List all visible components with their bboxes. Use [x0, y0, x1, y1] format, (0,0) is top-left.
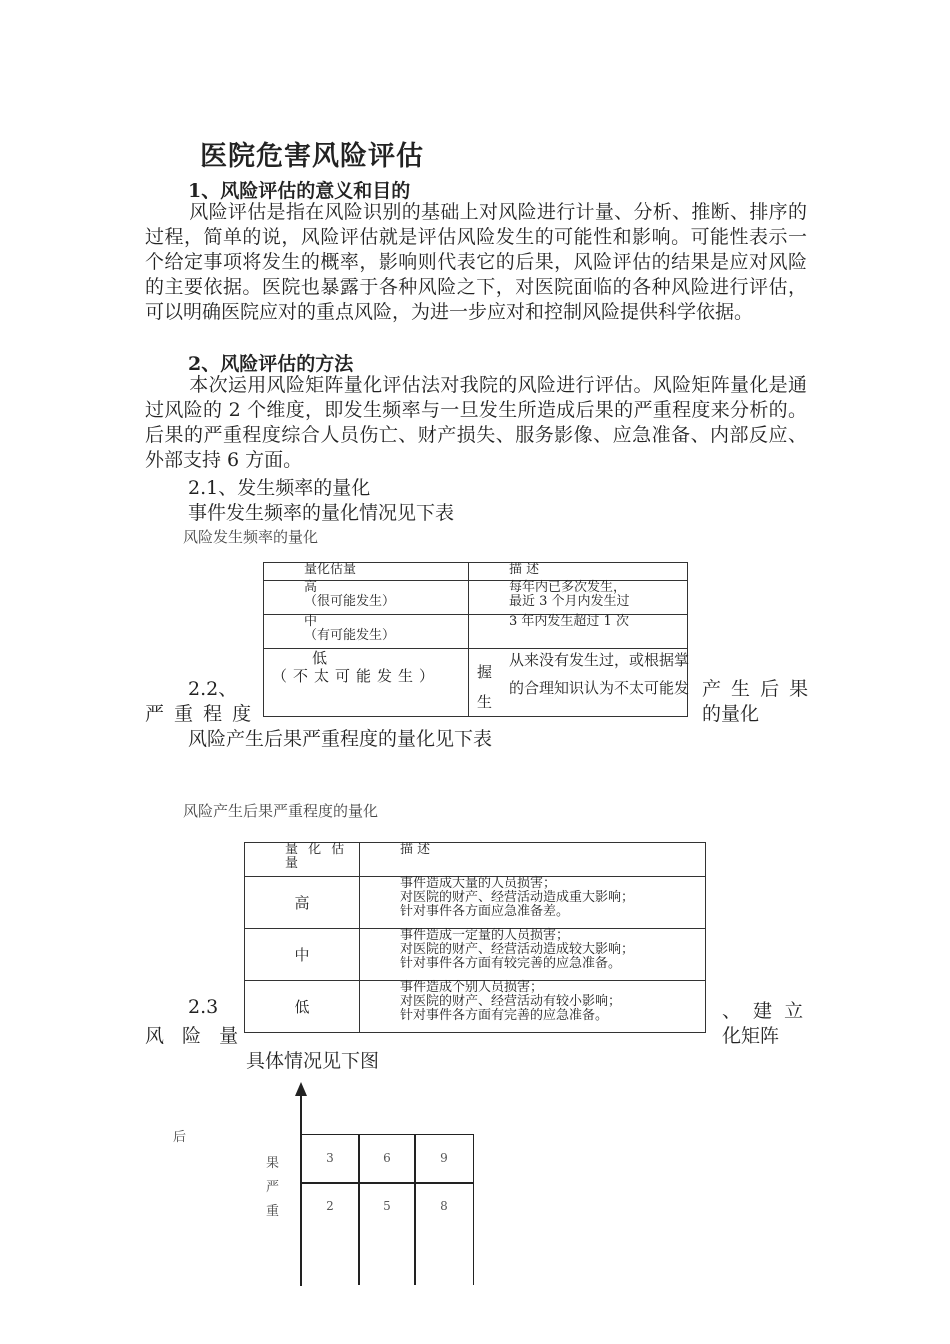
sub2-heading-left2: 严 重 程 度	[145, 703, 254, 725]
matrix-cell	[300, 1134, 360, 1184]
table1-level: 中	[304, 614, 318, 629]
table1-level: 低	[312, 649, 328, 667]
sub1-heading: 2.1、发生频率的量化	[188, 477, 371, 499]
table1-desc-line: 的合理知识认为不太可能发	[509, 679, 690, 697]
sub3-heading-left2: 风 险 量	[145, 1025, 245, 1047]
severity-table	[244, 842, 706, 1033]
frequency-table	[263, 562, 688, 717]
table2-desc-line: 事件造成个别人员损害；	[400, 980, 544, 995]
table2-desc-line: 事件造成大量的人员损害；	[400, 876, 557, 891]
y-label-char: 重	[266, 1204, 280, 1219]
y-label-char: 严	[266, 1180, 280, 1195]
section2-heading: 2、风险评估的方法	[188, 353, 354, 375]
table2-level: 低	[245, 981, 360, 1033]
sub2-text: 风险产生后果严重程度的量化见下表	[188, 728, 493, 750]
table2-desc-line: 对医院的财产、经营活动造成较大影响；	[400, 942, 635, 957]
sub2-heading-right: 产 生 后 果	[702, 678, 811, 700]
matrix-value: 2	[326, 1199, 334, 1213]
matrix-value: 8	[440, 1199, 448, 1213]
matrix-value: 9	[440, 1151, 448, 1165]
table2-header-level: 量 化 估 量	[285, 842, 348, 871]
table-row	[264, 581, 688, 615]
table1-header-desc: 描 述	[469, 563, 688, 581]
sub3-heading-right: 、 建 立	[722, 1000, 807, 1022]
table1-desc-line: 每年内已多次发生，	[509, 580, 627, 595]
table1-level-note: （有可能发生）	[304, 628, 396, 643]
matrix-cell	[358, 1134, 416, 1184]
table-row	[245, 981, 706, 1033]
sub3-heading-left: 2.3	[188, 996, 219, 1018]
table2-desc-line: 对医院的财产、经营活动有较小影响；	[400, 994, 622, 1009]
sub3-heading-right2: 化矩阵	[722, 1025, 780, 1047]
section2-text-body: 本次运用风险矩阵量化评估法对我院的风险进行评估。风险矩阵量化是通过风险的 2 个维度，即发生频率与一旦发生所造成后果的严重程度来分析的。后果的严重程度综合人员伤亡、财产损失、服务影像、应急准备、内部反应、外部支持 6 方面。	[145, 374, 807, 471]
section1-text	[145, 200, 807, 325]
table1-desc-line: 最近 3 个月内发生过	[509, 594, 630, 609]
table1-desc-line: 从来没有发生过，或根据掌	[509, 651, 690, 669]
table2-level: 中	[245, 929, 360, 981]
table1-header-level: 量化估量	[264, 563, 469, 581]
matrix-value: 3	[326, 1151, 334, 1165]
table1-desc-fragment: 生	[477, 693, 493, 711]
table2-desc-line: 事件造成一定量的人员损害；	[400, 928, 570, 943]
y-label-char: 后	[173, 1130, 187, 1145]
sub2-heading-right2: 的量化	[702, 703, 760, 725]
table2-desc-line: 对医院的财产、经营活动造成重大影响；	[400, 890, 635, 905]
table2-desc-line: 针对事件各方面应急准备差。	[400, 904, 570, 919]
table2-caption: 风险产生后果严重程度的量化	[183, 802, 379, 820]
table2-level: 高	[245, 877, 360, 929]
section1-heading: 1、风险评估的意义和目的	[188, 180, 411, 202]
matrix-cell	[414, 1134, 474, 1184]
table-row	[245, 929, 706, 981]
table-row	[264, 615, 688, 649]
table1-level-note: （很可能发生）	[304, 594, 396, 609]
table2-desc-line: 针对事件各方面有较完善的应急准备。	[400, 956, 622, 971]
table1-caption: 风险发生频率的量化	[183, 528, 319, 546]
table-row	[264, 649, 688, 717]
table2-desc-line: 针对事件各方面有完善的应急准备。	[400, 1008, 609, 1023]
table2-header-desc: 描 述	[360, 843, 706, 877]
y-axis-arrow-icon	[294, 1082, 308, 1096]
sub2-heading-left: 2.2、	[188, 678, 238, 700]
matrix-cell	[300, 1182, 360, 1285]
y-label-char: 果	[266, 1156, 280, 1171]
table1-level: 高	[304, 580, 318, 595]
section2-text	[145, 373, 807, 473]
matrix-cell	[414, 1182, 474, 1285]
matrix-cell	[358, 1182, 416, 1285]
table-row	[245, 877, 706, 929]
page-title: 医院危害风险评估	[200, 141, 424, 172]
matrix-value: 5	[383, 1199, 391, 1213]
matrix-value: 6	[383, 1151, 391, 1165]
section1-text-body: 风险评估是指在风险识别的基础上对风险进行计量、分析、推断、排序的过程，简单的说，风险评估就是评估风险发生的可能性和影响。可能性表示一个给定事项将发生的概率，影响则代表它的后果，风险评估的结果是应对风险的主要依据。医院也暴露于各种风险之下，对医院面临的各种风险进行评估，可以明确医院应对的重点风险，为进一步应对和控制风险提供科学依据。	[145, 201, 807, 323]
sub3-text: 具体情况见下图	[246, 1050, 380, 1072]
table1-desc-line: 3 年内发生超过 1 次	[509, 614, 629, 629]
sub1-text: 事件发生频率的量化情况见下表	[188, 502, 455, 524]
table1-desc-fragment: 握	[477, 663, 493, 681]
table1-level-note: （不太可能发生）	[272, 667, 441, 685]
